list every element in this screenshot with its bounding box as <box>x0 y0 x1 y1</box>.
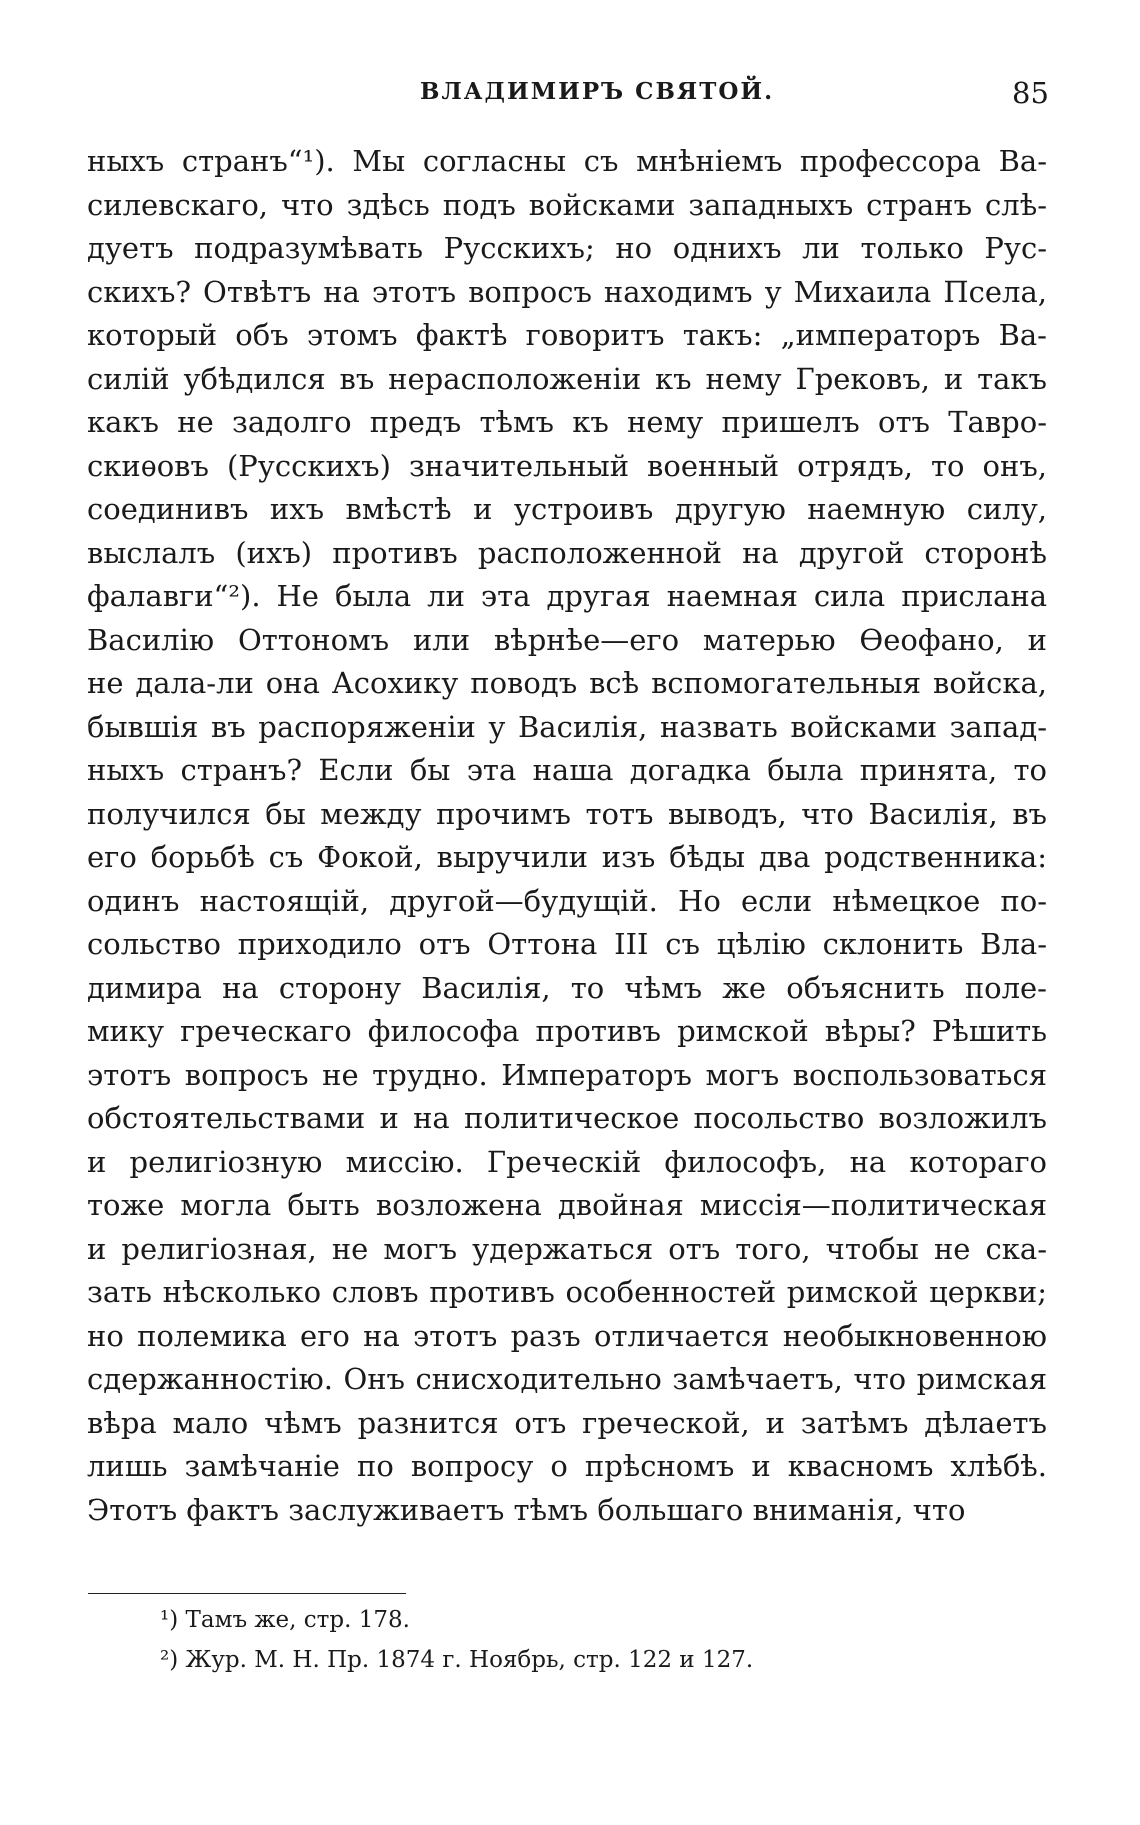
footnote-text: Жур. М. Н. Пр. 1874 г. Ноябрь, стр. 122 и 127. <box>185 1647 754 1673</box>
text-line: силій убѣдился въ нерасположеніи къ нему Грековъ, и такъ <box>87 361 1047 396</box>
text-line: Этотъ фактъ заслуживаетъ тѣмъ большаго вниманія, что <box>87 1492 966 1527</box>
text-line: одинъ настоящій, другой—будущій. Но если нѣмецкое по- <box>87 883 1047 918</box>
footnote-rule <box>88 1593 406 1594</box>
text-line: сдержанностію. Онъ снисходительно замѣчаетъ, что римская <box>87 1362 1047 1396</box>
text-line: ныхъ странъ“¹). Мы согласны съ мнѣніемъ профессора Ва- <box>87 144 1047 178</box>
text-line: выслалъ (ихъ) противъ расположенной на другой сторонѣ <box>87 535 1047 570</box>
text-line: зать нѣсколько словъ противъ особенностей римской церкви; <box>87 1275 1047 1309</box>
text-line: соединивъ ихъ вмѣстѣ и устроивъ другую наемную силу, <box>87 492 1047 526</box>
text-line: бывшія въ распоряженіи у Василія, назвать войсками запад- <box>87 709 1047 744</box>
text-line: какъ не задолго предъ тѣмъ къ нему пришелъ отъ Тавро- <box>87 405 1047 439</box>
text-line: получился бы между прочимъ тотъ выводъ, что Василія, въ <box>87 796 1047 831</box>
footnote <box>160 1640 980 1680</box>
text-line: лишь замѣчаніе по вопросу о прѣсномъ и квасномъ хлѣбѣ. <box>87 1449 1047 1483</box>
text-line: скихъ? Отвѣтъ на этотъ вопросъ находимъ у Михаила Псела, <box>87 274 1047 309</box>
running-head: ВЛАДИМИРЪ СВЯТОЙ. <box>420 78 775 105</box>
footnote-mark: ¹) <box>160 1607 179 1633</box>
footnote-mark: ²) <box>160 1647 179 1673</box>
text-line: скиѳовъ (Русскихъ) значительный военный отрядъ, то онъ, <box>87 448 1047 483</box>
text-line: силевскаго, что здѣсь подъ войсками западныхъ странъ слѣ- <box>87 187 1047 222</box>
text-line: сольство приходило отъ Оттона III съ цѣлію склонить Вла- <box>87 927 1047 961</box>
text-line: его борьбѣ съ Фокой, выручили изъ бѣды два родственника: <box>87 840 1047 874</box>
text-line: и религіозную миссію. Греческій философъ, на котораго <box>87 1144 1047 1179</box>
text-line: дуетъ подразумѣвать Русскихъ; но однихъ ли только Рус- <box>87 231 1047 265</box>
page-number: 85 <box>1012 76 1049 110</box>
text-line: и религіозная, не могъ удержаться отъ того, чтобы не ска- <box>87 1231 1047 1266</box>
text-line: который объ этомъ фактѣ говоритъ такъ: „императоръ Ва- <box>87 318 1047 352</box>
text-line: этотъ вопросъ не трудно. Императоръ могъ воспользоваться <box>87 1057 1047 1092</box>
text-line: тоже могла быть возложена двойная миссія—политическая <box>87 1188 1047 1222</box>
text-line: не дала-ли она Асохику поводъ всѣ вспомогательныя войска, <box>87 666 1047 700</box>
text-line: вѣра мало чѣмъ разнится отъ греческой, и затѣмъ дѣлаетъ <box>87 1405 1047 1440</box>
footnote <box>160 1600 980 1640</box>
text-line: фалавги“²). Не была ли эта другая наемная сила прислана <box>87 579 1047 613</box>
text-line: но полемика его на этотъ разъ отличается необыкновенною <box>87 1318 1047 1353</box>
text-line: Василію Оттономъ или вѣрнѣе—его матерью Ѳеофано, и <box>87 622 1047 657</box>
text-line: мику греческаго философа противъ римской вѣры? Рѣшить <box>87 1014 1047 1048</box>
text-line: димира на сторону Василія, то чѣмъ же объяснить поле- <box>87 970 1047 1005</box>
text-line: ныхъ странъ? Если бы эта наша догадка была принята, то <box>87 753 1047 787</box>
footnote-text: Тамъ же, стр. 178. <box>185 1607 410 1633</box>
text-line: обстоятельствами и на политическое посольство возложилъ <box>87 1101 1047 1135</box>
footnotes <box>160 1600 980 1680</box>
body-text <box>87 140 1047 1532</box>
